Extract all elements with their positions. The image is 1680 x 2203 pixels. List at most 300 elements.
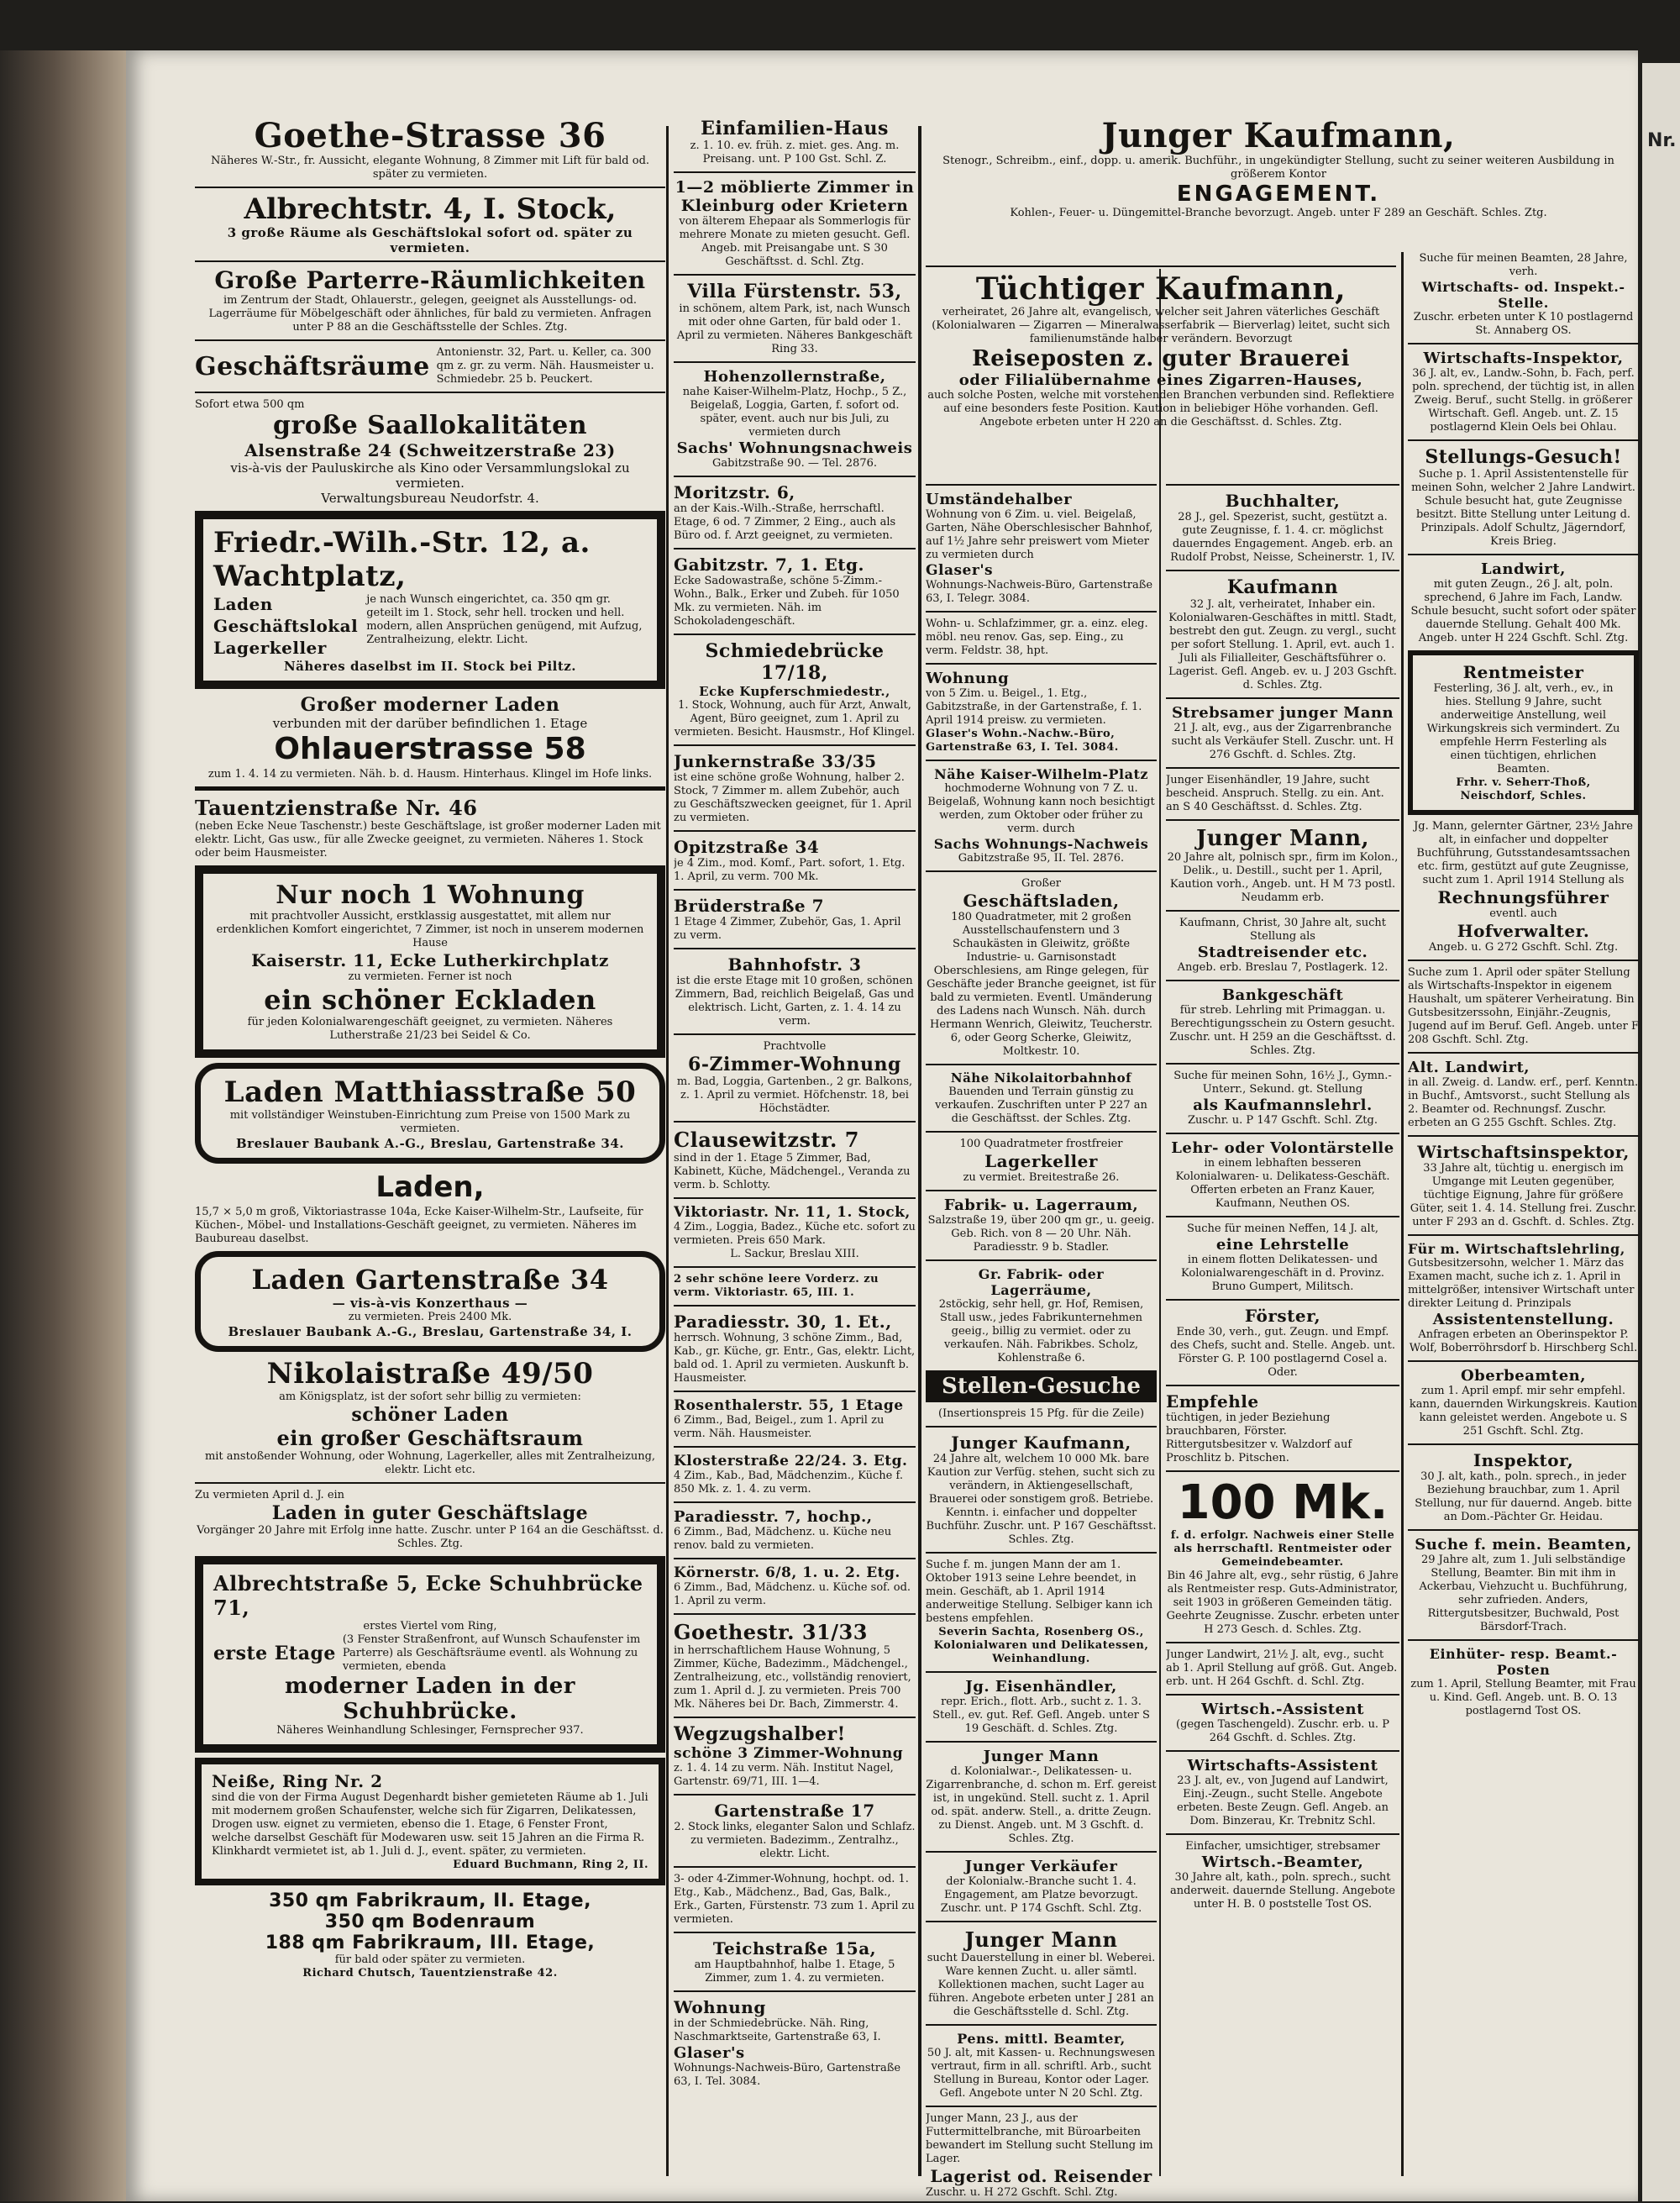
ad-text: 2stöckig, sehr hell, gr. Hof, Remisen, Stall usw., jedes Fabrikunternehmen geeig., billig zu vermiet. oder zu verkaufen. Näh. Fabrikbes. Scholz, Kohlenstraße 6. xyxy=(938,1298,1144,1364)
divider xyxy=(674,1305,916,1307)
divider xyxy=(926,870,1157,872)
book-binding xyxy=(0,50,134,2201)
divider xyxy=(674,1266,916,1268)
ad-title: Brüderstraße 7 xyxy=(674,896,825,916)
ad-schlafzimmer: Wohn- u. Schlafzimmer, gr. a. einz. eleg. möbl. neu renov. Gas, sep. Eing., zu verm. Feldstr. 38, hpt. xyxy=(926,618,1148,657)
divider xyxy=(1408,1360,1639,1362)
ad-text: Ende 30, verh., gut. Zeugn. und Empf. des Chefs, sucht and. Stelle. Angeb. unt. Förster G. P. 100 postlagernd Cosel a. Oder. xyxy=(1170,1326,1395,1379)
ad-bruederstrasse xyxy=(674,896,916,943)
ad-title: Nähe Kaiser-Wilhelm-Platz xyxy=(934,766,1148,782)
ad-title: Junger Kaufmann, xyxy=(951,1433,1131,1453)
ad-teichstrasse xyxy=(674,1938,916,1985)
ad-koernerstr xyxy=(674,1564,916,1608)
ad-junger-mann-1 xyxy=(926,1748,1157,1846)
ad-text: Antonienstr. 32, Part. u. Keller, ca. 300 qm z. gr. zu verm. Näh. Hausmeister u. Schmiedebr. 25 b. Peuckert. xyxy=(436,346,654,386)
ad-text: ist eine schöne große Wohnung, halber 2. Stock, 7 Zimmer m. allem Zubehör, auch zu Geschäftszwecken geeignet, für 1. April zu vermieten. xyxy=(674,771,912,824)
ad-signature: Näheres daselbst im II. Stock bei Piltz. xyxy=(283,659,577,674)
divider xyxy=(1166,767,1399,769)
ad-subtitle: verbunden mit der darüber befindlichen 1. Etage xyxy=(272,716,588,731)
ad-goethestr xyxy=(674,1620,916,1711)
ad-laden-matthiasstrasse xyxy=(195,1063,665,1164)
ad-agency-contact: Wohnungs-Nachweis-Büro, Gartenstraße 63, I. Tel. 3084. xyxy=(674,2062,901,2088)
ad-text: 4 Zim., Loggia, Badez., Küche etc. sofort zu vermieten. Preis 650 Mark. xyxy=(674,1221,916,1247)
ad-gartenstrasse-17 xyxy=(674,1801,916,1861)
ad-title: Rentmeister xyxy=(1462,662,1584,682)
ad-stadtreisender xyxy=(1166,917,1399,975)
ad-text: 6 Zimm., Bad, Mädchenz. u. Küche sof. od. 1. April zu verm. xyxy=(674,1581,911,1607)
divider xyxy=(674,1717,916,1718)
ad-text: 3 große Räume als Geschäftslokal sofort od. später zu vermieten. xyxy=(227,225,633,255)
divider xyxy=(1166,819,1399,821)
ad-agency-contact: Wohnungs-Nachweis-Büro, Gartenstraße 63, I. Telegr. 3084. xyxy=(926,579,1153,605)
divider xyxy=(1408,960,1639,961)
ad-signature: Zuschr. u. H 272 Gschft. Schl. Ztg. xyxy=(926,2186,1118,2199)
ad-text: in einem flotten Delikatessen- und Kolonialwarengeschäft in d. Provinz. Bruno Gumpert, Militsch. xyxy=(1181,1254,1384,1293)
divider xyxy=(674,274,916,276)
ad-laden-gartenstrasse xyxy=(195,1251,665,1352)
ad-paradiesstr-7 xyxy=(674,1508,916,1553)
divider xyxy=(674,361,916,363)
ad-text: 1. Stock, Wohnung, auch für Arzt, Anwalt, Agent, Büro geeignet, zum 1. April zu vermieten. Besicht. Hausmstr., Hof Klingel. xyxy=(674,699,916,739)
divider xyxy=(674,1866,916,1868)
ad-text: Zuschr. erbeten unter K 10 postlagernd St. Annaberg OS. xyxy=(1413,311,1634,337)
ad-text: in herrschaftlichem Hause Wohnung, 5 Zimmer, Küche, Badezimm., Mädchengel., Zentralheizung, etc., vollständig renoviert, zum 1. April d. J. zu vermieten. Preis 700 Mk. Näheres bei Dr. Bach, Zimmerstr. 4. xyxy=(674,1644,911,1711)
divider xyxy=(926,1851,1157,1853)
ad-fabrikraum xyxy=(195,1890,665,1980)
divider xyxy=(926,2106,1157,2107)
divider xyxy=(1166,570,1399,571)
ad-text: (neben Ecke Neue Taschenstr.) beste Geschäftslage, ist großer moderner Laden mit elektr. Licht, Gas usw., für alle Zwecke geeignet, zu vermieten. Näheres 1. Stock oder beim Hausmeister. xyxy=(195,820,661,860)
ad-text: zu vermieten. Preis 2400 Mk. xyxy=(348,1311,512,1323)
divider xyxy=(674,1033,916,1035)
ad-title: Friedr.-Wilh.-Str. 12, a. Wachtplatz, xyxy=(213,526,591,593)
ad-moeblierte-zimmer xyxy=(674,178,916,269)
ad-oberbeamten xyxy=(1408,1367,1639,1438)
ad-naehe-kaiser-wilhelm-platz xyxy=(926,766,1157,865)
ad-text: mit guten Zeugn., 26 J. alt, poln. sprechend, 6 Jahre im Fach, Landw. Schule besucht, sucht sofort oder später dauernde Stellung. Gehalt 400 Mk. Angeb. unter H 224 Gschft. Schl. Ztg. xyxy=(1410,578,1636,644)
ad-text: Suche f. m. jungen Mann der am 1. Oktober 1913 seine Lehre beendet, in mein. Geschäft, ab 1. April 1914 anderweitige Stellung. Selbiger kann ich bestens empfehlen. xyxy=(926,1559,1153,1625)
ad-text: für streb. Lehrling mit Primaggan. u. Berechtigungsschein zu Ostern gesucht. Zuschr. unt. H 259 an die Geschäftsst. d. Schles. Ztg. xyxy=(1169,1004,1396,1057)
ad-schmiedebruecke xyxy=(674,640,916,739)
ad-text: z. 1. 4. 14 zu verm. Näh. Institut Nagel, Gartenstr. 69/71, III. 1—4. xyxy=(674,1762,894,1788)
ad-title: Alt. Landwirt, xyxy=(1408,1059,1530,1076)
divider xyxy=(674,1613,916,1615)
ad-title: Goethe-Strasse 36 xyxy=(254,118,606,155)
ad-subtitle: Reiseposten z. guter Brauerei xyxy=(972,346,1350,371)
ad-text: 4 Zim., Kab., Bad, Mädchenzim., Küche f. 850 Mk. z. 1. 4. zu verm. xyxy=(674,1470,903,1496)
ad-title: Tauentzienstraße Nr. 46 xyxy=(195,796,478,820)
ad-subtitle-2: oder Filialübernahme eines Zigarren-Hauses, xyxy=(958,371,1363,389)
ad-inspekt-stelle xyxy=(1408,252,1639,338)
ad-agency: Sachs Wohnungs-Nachweis xyxy=(933,836,1149,852)
ad-text: 15,7 × 5,0 m groß, Viktoriastrasse 104a, Ecke Kaiser-Wilhelm-Str., Laufseite, für Küchen-, Möbel- und Installations-Geschäft geeignet, zu vermieten. Näheres im Baubureau daselbst. xyxy=(195,1206,643,1245)
ad-title: Kaufmann xyxy=(1226,576,1339,598)
ad-stellungs-gesuch xyxy=(1408,446,1639,549)
ad-title: Strebsamer junger Mann xyxy=(1171,704,1394,722)
ad-tuechtiger-kaufmann xyxy=(926,272,1396,429)
ad-viktoriastr xyxy=(674,1204,916,1261)
ad-tauentzienstrasse-46 xyxy=(195,796,665,860)
ad-text: d. Kolonialwar.-, Delikatessen- u. Zigarrenbranche, d. schon m. Erf. gereist ist, in ungekünd. Stell. sucht z. 1. April od. spät. anderw. Stell., a. dritte Zeugn. zu Dienst. Angeb. unt. M 3 Gschft. d. Schles. Ztg. xyxy=(926,1765,1157,1845)
ad-title: Buchhalter, xyxy=(1225,491,1341,511)
divider xyxy=(674,1558,916,1559)
divider xyxy=(926,1190,1157,1191)
ad-pretext: Großer moderner Laden xyxy=(300,694,560,716)
ad-title: Stellungs-Gesuch! xyxy=(1425,446,1622,468)
ad-agency-contact: Gabitzstraße 90. — Tel. 2876. xyxy=(712,457,877,470)
ad-text: Ecke Sadowastraße, schöne 5-Zimm.-Wohn., Balk., Erker und Zubeh. für 1050 Mk. zu vermieten. Näh. im Schokoladengeschäft. xyxy=(674,575,900,628)
ad-eisenhaendler-2: Junger Eisenhändler, 19 Jahre, sucht bescheid. Anspruch. Stellg. zu ein. Ant. an S 40 Geschäftsst. d. Schles. Ztg. xyxy=(1166,774,1384,813)
ad-title: Moritzstr. 6, xyxy=(674,482,795,502)
ad-title: Geschäftsladen, xyxy=(963,891,1120,911)
ad-title: Rosenthalerstr. 55, 1 Etage xyxy=(674,1397,904,1414)
ad-title: Laden, xyxy=(375,1170,485,1204)
ad-ohlauerstrasse-58 xyxy=(195,694,665,781)
ad-text: an der Kais.-Wilh.-Straße, herrschaftl. Etage, 6 od. 7 Zimmer, 2 Eing., auch als Büro od. f. Arzt geeignet, zu vermieten. xyxy=(674,502,896,542)
divider xyxy=(1166,1470,1399,1472)
ad-title: Wirtsch.-Assistent xyxy=(1201,1701,1364,1718)
ad-nikolaistrasse xyxy=(195,1357,665,1477)
ad-title: Junger Mann xyxy=(983,1748,1100,1765)
ad-item: ein großer Geschäftsraum xyxy=(276,1426,584,1450)
ad-text: Zuschr. u. P 147 Gschft. Schl. Ztg. xyxy=(1188,1114,1378,1127)
ad-text: zum 1. 4. 14 zu vermieten. Näh. b. d. Hausm. Hinterhaus. Klingel im Hofe links. xyxy=(207,768,653,781)
ad-title: Bankgeschäft xyxy=(1221,986,1344,1004)
divider xyxy=(674,1990,916,1992)
ad-text: je 4 Zim., mod. Komf., Part. sofort, 1. Etg. 1. April, zu verm. 700 Mk. xyxy=(674,857,906,883)
ad-title: Lehr- oder Volontärstelle xyxy=(1171,1139,1394,1157)
divider xyxy=(674,889,916,891)
ad-line: 350 qm Bodenraum xyxy=(324,1911,536,1932)
ad-wirtsch-assistent xyxy=(1166,1701,1399,1745)
ad-title: Gartenstraße 17 xyxy=(714,1801,875,1821)
adjacent-page-edge xyxy=(1642,63,1680,2201)
ad-text: 32 J. alt, verheiratet, Inhaber ein. Kolonialwaren-Geschäftes in mittl. Stadt, bestrebt den gut. Zeugn. zu vergl., sucht per sofort Stellung. 1. April, evt. auch 1. Juli als Filialleiter, Geschäftsführer o. Lagerist. Gefl. Angeb. ev. u. J 203 Gschft. d. Schles. Ztg. xyxy=(1168,598,1397,691)
ad-etage: erste Etage xyxy=(213,1643,336,1664)
ad-inspektor xyxy=(1408,1450,1639,1524)
ad-title: Wirtschafts-Inspektor, xyxy=(1423,350,1624,367)
ad-junger-kaufmann-2 xyxy=(926,1433,1157,1547)
ad-bankgeschaeft xyxy=(1166,986,1399,1058)
column-2 xyxy=(674,118,916,2089)
divider xyxy=(926,1426,1157,1427)
ad-signature: Kohlen-, Feuer- u. Düngemittel-Branche bevorzugt. Angeb. unter F 289 an Geschäft. Schles. Ztg. xyxy=(1010,207,1547,219)
divider xyxy=(1166,484,1399,486)
ad-text: 30 Jahre alt, kath., poln. sprech., sucht anderweit. dauernde Stellung. Angebote unter H. B. 0 poststelle Tost OS. xyxy=(1169,1871,1395,1911)
ad-title: Körnerstr. 6/8, 1. u. 2. Etg. xyxy=(674,1564,900,1581)
ad-text: zu vermiet. Breitestraße 26. xyxy=(963,1171,1120,1184)
ad-subtitle: Ecke Kupferschmiedestr., xyxy=(699,684,890,699)
ad-title: Hohenzollernstraße, xyxy=(703,368,886,386)
ad-buchhalter xyxy=(1166,491,1399,565)
ad-pretext: Einfacher, umsichtiger, strebsamer xyxy=(1185,1840,1380,1853)
ad-title: Gabitzstr. 7, 1. Etg. xyxy=(674,555,864,575)
divider xyxy=(674,476,916,477)
divider xyxy=(1408,1135,1639,1137)
divider xyxy=(674,1794,916,1796)
ad-agency-contact: Glaser's Wohn.-Nachw.-Büro, Gartenstraße 63, I. Tel. 3084. xyxy=(926,728,1119,754)
divider xyxy=(926,1741,1157,1743)
divider xyxy=(674,1501,916,1503)
divider xyxy=(674,1197,916,1199)
ad-big-text: moderner Laden in der Schuhbrücke. xyxy=(284,1674,576,1724)
ad-6-zimmer-wohnung xyxy=(674,1040,916,1116)
ad-signature: Eduard Buchmann, Ring 2, II. xyxy=(453,1859,648,1871)
ad-assistentenstellung xyxy=(1408,1311,1639,1355)
ad-title: Gr. Fabrik- oder Lagerräume, xyxy=(978,1266,1105,1298)
ad-title: Suche f. mein. Beamten, xyxy=(1415,1536,1632,1554)
ad-title: Landwirt, xyxy=(1481,560,1566,578)
ad-subtext: zu vermieten. Ferner ist noch xyxy=(348,970,512,983)
ad-title: Nur noch 1 Wohnung xyxy=(276,881,585,910)
ad-title: Pens. mittl. Beamter, xyxy=(957,2031,1126,2047)
divider xyxy=(926,1064,1157,1065)
section-header-stellen-gesuche: Stellen-Gesuche xyxy=(926,1370,1157,1402)
divider xyxy=(926,1671,1157,1673)
ad-item: Lagerkeller xyxy=(213,638,327,658)
ad-pretext: Kaufmann, Christ, 30 Jahre alt, sucht Stellung als xyxy=(1179,917,1386,943)
ad-signature: Severin Sachta, Rosenberg OS., Kolonialwaren und Delikatessen, Weinhandlung. xyxy=(933,1626,1149,1665)
ad-text: 28 J., gel. Spezerist, sucht, gestützt a. gute Zeugnisse, f. 1. 4. cr. möglichst dauerndes Engagement. Angeb. erb. an Rudolf Probst, Neisse, Scheinerstr. 1, IV. xyxy=(1170,511,1395,564)
ad-title: Viktoriastr. Nr. 11, 1. Stock, xyxy=(674,1204,911,1221)
ad-rentmeister xyxy=(1408,650,1639,815)
ad-signature: L. Sackur, Breslau XIII. xyxy=(730,1248,859,1260)
divider xyxy=(195,392,665,393)
ad-signature: Breslauer Baubank A.-G., Breslau, Gartenstraße 34, I. xyxy=(228,1324,633,1339)
ad-subtext: mit anstoßender Wohnung, oder Wohnung, Lagerkeller, alles mit Zentralheizung, elektr. Licht etc. xyxy=(204,1450,656,1476)
ad-naehe-nikolaitorbahnhof xyxy=(926,1070,1157,1126)
ad-signature: für jeden Kolonialwarengeschäft geeignet, zu vermieten. Näheres Lutherstraße 21/23 bei Seidel & Co. xyxy=(247,1016,613,1042)
ad-albrechtstr-4 xyxy=(195,193,665,255)
ad-friedr-wilh-str xyxy=(195,511,665,689)
ad-address: Kaiserstr. 11, Ecke Lutherkirchplatz xyxy=(251,950,609,970)
ad-title: Bahnhofstr. 3 xyxy=(727,954,862,975)
ad-title: 100 Mk. xyxy=(1177,1477,1389,1530)
divider xyxy=(1408,1052,1639,1054)
ad-title: 6-Zimmer-Wohnung xyxy=(688,1054,901,1075)
ad-pretext: Suche für meinen Neffen, 14 J. alt, xyxy=(1186,1222,1379,1235)
ad-suche-zum-april: Suche zum 1. April oder später Stellung als Wirtschafts-Inspektor in eigenem Haushalt, um späterer Verheiratung. Bin Gutsbesitzerssohn, Einjähr.-Zeugnis, Jugend auf im Beruf. Gefl. Angeb. unter F 208 Gschft. Schl. Ztg. xyxy=(1408,966,1639,1046)
ad-pretext: Suche für meinen Sohn, 16½ J., Gymn.-Unterr., Sekund. gt. Stellung xyxy=(1173,1070,1392,1096)
divider xyxy=(1408,1639,1639,1641)
ad-title: Nähe Nikolaitorbahnhof xyxy=(950,1070,1132,1086)
divider xyxy=(1166,697,1399,699)
ad-gabitzstr xyxy=(674,555,916,628)
ad-text: Stenogr., Schreibm., einf., dopp. u. amerik. Buchführ., in ungekündigter Stellung, sucht zu seiner weiteren Ausbildung in größerem Kontor xyxy=(942,155,1614,181)
ad-title: Förster, xyxy=(1244,1306,1321,1326)
ad-saallokalitaeten xyxy=(195,398,665,506)
ad-text: Junger Mann, 23 J., aus der Futtermittelbranche, mit Büroarbeiten bewandert im Stellung sucht Stellung im Lager. xyxy=(926,2112,1153,2165)
ad-text: Suche p. 1. April Assistentenstelle für meinen Sohn, welcher 2 Jahre Landwirt. Schule besucht hat, gute Zeugnisse besitzt. Bitte Stellung unter Leitung d. Prinzipals. Adolf Schultz, Jägerndorf, Kreis Brieg. xyxy=(1411,468,1635,548)
ad-bahnhofstr xyxy=(674,954,916,1028)
ad-text: 6 Zimm., Bad, Mädchenz. u. Küche neu renov. bald zu vermieten. xyxy=(674,1526,892,1552)
ad-text: f. d. erfolgr. Nachweis einer Stelle als herrschaftl. Rentmeister oder Gemeindebeamter. xyxy=(1170,1529,1395,1569)
ad-klosterstrasse xyxy=(674,1453,916,1496)
ad-title: Ohlauerstrasse 58 xyxy=(274,732,586,766)
ad-text: 180 Quadratmeter, mit 2 großen Ausstellschaufenstern und 3 Schaukästen in Gleiwitz, größte Industrie- u. Garnisonstadt Oberschlesiens, am Ringe gelegen, für Geschäfte jeder Branche geeignet, ist für bald zu vermieten. Eventl. Umänderung des Ladens nach Wunsch. Näh. durch Hermann Wenrich, Gleiwitz, Teucherstr. 6, oder Georg Scherke, Gleiwitz, Moltkestr. 10. xyxy=(927,911,1156,1058)
ad-agency: Glaser's xyxy=(674,2044,745,2062)
ad-text: im Zentrum der Stadt, Ohlauerstr., gelegen, geeignet als Ausstellungs- od. Lagerräume für Möbelgeschäft oder ähnliches, für bald zu vermieten. Anfragen unter P 88 an die Geschäftsstelle der Schles. Ztg. xyxy=(208,294,652,334)
ad-text: (gegen Taschengeld). Zuschr. erb. u. P 264 Gschft. d. Schles. Ztg. xyxy=(1176,1718,1389,1744)
ad-alt-landwirt xyxy=(1408,1059,1639,1130)
ad-foerster xyxy=(1166,1306,1399,1380)
ad-title: Goethestr. 31/33 xyxy=(674,1620,868,1644)
ad-junger-mann xyxy=(1166,826,1399,905)
column-3 xyxy=(926,479,1157,2200)
ad-signature: Richard Chutsch, Tauentzienstraße 42. xyxy=(302,1967,558,1980)
ad-title: Junger Mann, xyxy=(1195,826,1370,851)
ad-signature: Frhr. v. Seherr-Thoß, Neischdorf, Schles. xyxy=(1456,776,1591,802)
ad-clausewitzstr xyxy=(674,1128,916,1192)
ad-villa-fuerstenstr xyxy=(674,281,916,356)
ad-einhueter-posten xyxy=(1408,1646,1639,1718)
divider xyxy=(1166,1063,1399,1065)
ad-title: Laden in guter Geschäftslage xyxy=(271,1502,589,1524)
ad-title: Oberbeamten, xyxy=(1460,1367,1587,1385)
ad-signature: Verwaltungsbureau Neudorfstr. 4. xyxy=(321,491,539,506)
ad-rechnungsfuehrer xyxy=(1408,820,1639,954)
ad-text: verheiratet, 26 Jahre alt, evangelisch, welcher seit Jahren väterliches Geschäft (Kolonialwaren — Zigarren — Mineralwasserfabrik — Bierverlag) leitet, sucht sich familienumstände halber verändern. Bevorzugt xyxy=(932,306,1390,345)
ad-text: in der Schmiedebrücke. Näh. Ring, Naschmarktseite, Gartenstraße 63, I. xyxy=(674,2017,881,2043)
ad-title: Nikolaistraße 49/50 xyxy=(266,1357,594,1391)
ad-text-2: auch solche Posten, welche mit vorstehenden Branchen verbunden sind. Reflektiere auf eine besonders feste Position. Kaution in beliebiger Höhe vorhanden. Gefl. Angebote erbeten unter H 220 an die Geschäftsst. d. Schles. Ztg. xyxy=(927,389,1394,429)
ad-title: Neiße, Ring Nr. 2 xyxy=(212,1771,383,1791)
ad-title: Inspektor, xyxy=(1473,1450,1574,1470)
divider xyxy=(195,1482,665,1484)
divider xyxy=(1408,1529,1639,1531)
ad-title: Einfamilien-Haus xyxy=(701,118,889,139)
ad-title: Albrechtstraße 5, Ecke Schuhbrücke 71, xyxy=(213,1571,643,1620)
ad-title: Wirtsch.-Beamter, xyxy=(1201,1853,1364,1871)
ad-engagement: ENGAGEMENT. xyxy=(1176,181,1381,207)
ad-suche-beamten xyxy=(1408,1536,1639,1634)
column-rule xyxy=(918,126,921,2176)
ad-signature: Näheres Weinhandlung Schlesinger, Fernsprecher 937. xyxy=(276,1724,584,1737)
column-rule xyxy=(1401,252,1404,2176)
column-1 xyxy=(195,118,665,1980)
ad-gr-fabrik xyxy=(926,1266,1157,1365)
ad-text: 2. Stock links, eleganter Salon und Schlafz. zu vermieten. Badezimm., Zentralhz., elektr. Licht. xyxy=(674,1821,916,1860)
ad-title: eine Lehrstelle xyxy=(1215,1236,1350,1254)
ad-kaufmann xyxy=(1166,576,1399,692)
ad-vorderzimmer: 2 sehr schöne leere Vorderz. zu verm. Viktoriastr. 65, III. 1. xyxy=(674,1273,879,1299)
divider xyxy=(1408,1443,1639,1445)
ad-text: hochmoderne Wohnung von 7 Z. u. Beigelaß, Wohnung kann noch besichtigt werden, zum Oktober oder früher zu verm. durch xyxy=(927,782,1155,835)
ad-eisenhaendler xyxy=(926,1678,1157,1736)
ad-text: m. Bad, Loggia, Gartenben., 2 gr. Balkons, z. 1. April zu vermiet. Höfchenstr. 18, bei Höchstädter. xyxy=(676,1075,913,1115)
ad-title: Laden Gartenstraße 34 xyxy=(251,1264,609,1296)
ad-text: 21 J. alt, evg., aus der Zigarrenbranche sucht als Verkäufer Stell. Zuschr. unt. H 276 Gschft. d. Schles. Ztg. xyxy=(1171,722,1394,761)
ad-text: herrsch. Wohnung, 3 schöne Zimm., Bad, Kab., gr. Küche, gr. Entr., Gas, elektr. Licht, bald od. 1. April zu vermieten. Auskunft b. Hausmeister. xyxy=(674,1332,916,1385)
ad-text: sucht Dauerstellung in einer bl. Weberei. Ware kennen Zucht. u. aller sämtl. Kollektionen machen, sucht Lager au führen. Angebote erbeten unter J 281 an die Geschäftsstelle d. Schl. Ztg. xyxy=(927,1952,1156,2018)
ad-strebsamer-mann xyxy=(1166,704,1399,762)
divider xyxy=(1166,1694,1399,1696)
ad-landwirt xyxy=(1408,560,1639,645)
ad-pretext: Prachtvolle xyxy=(763,1040,827,1053)
ad-junkernstrasse xyxy=(674,751,916,825)
divider xyxy=(674,1391,916,1392)
column-5 xyxy=(1408,252,1639,1718)
ad-text: 36 J. alt, ev., Landw.-Sohn, b. Fach, perf. poln. sprechend, der tüchtig ist, in allen Zweig. Beruf., sucht Stellg. in größerer Wirtschaft. Gefl. Angeb. unt. Z. 15 postlagernd Klein Oels bei Ohlau. xyxy=(1412,367,1635,434)
ad-kaufmannslehrling xyxy=(1166,1070,1399,1128)
column-rule xyxy=(666,126,669,2176)
ad-text: 30 J. alt, kath., poln. sprech., in jeder Beziehung brauchbar, zum 1. April Stellung, nur für dauernd. Angeb. bitte an Dom.-Pächter Gr. Heidau. xyxy=(1415,1470,1632,1523)
ad-text: z. 1. 10. ev. früh. z. miet. ges. Ang. m. Preisang. unt. P 100 Gst. Schl. Z. xyxy=(690,139,900,166)
divider xyxy=(674,171,916,173)
ad-title: Clausewitzstr. 7 xyxy=(674,1128,859,1152)
ad-subtitle: — vis-à-vis Konzerthaus — xyxy=(332,1296,528,1311)
ad-text: 1 Etage 4 Zimmer, Zubehör, Gas, 1. April zu verm. xyxy=(674,916,901,942)
ad-text: von älterem Ehepaar als Sommerlogis für mehrere Monate zu mieten gesucht. Gefl. Angeb. mit Preisangabe unt. S 30 Geschäftsst. d. Schl. Ztg. xyxy=(679,215,911,268)
ad-title: Paradiesstr. 30, 1. Et., xyxy=(674,1312,892,1332)
divider xyxy=(926,1259,1157,1261)
ad-laden-viktoriastrasse xyxy=(195,1169,665,1246)
divider xyxy=(674,1446,916,1448)
divider xyxy=(926,1552,1157,1554)
ad-text: mit vollständiger Weinstuben-Einrichtung zum Preise von 1500 Mark zu vermieten. xyxy=(229,1109,631,1135)
ad-neisse-ring xyxy=(195,1758,665,1885)
ad-text: 20 Jahre alt, polnisch spr., firm im Kolon., Delik., u. Destill., sucht per 1. April, Kaution vorh., Angeb. unt. H M 73 postl. Neudamm erb. xyxy=(1167,851,1399,904)
ad-lagerkeller xyxy=(926,1138,1157,1185)
ad-agency: Sachs' Wohnungsnachweis xyxy=(676,439,913,457)
ad-title: als Kaufmannslehrl. xyxy=(1193,1096,1373,1114)
ad-text: 33 Jahre alt, tüchtig u. energisch im Umgange mit Leuten gegenüber, tüchtige Eignung, Jahre für größere Güter, seit 1. 4. 14. Stellung frei. Zuschr. unter F 293 an d. Gschft. d. Schles. Ztg. xyxy=(1410,1162,1637,1228)
divider xyxy=(1166,910,1399,912)
ad-agency-contact: Gabitzstraße 95, II. Tel. 2876. xyxy=(958,852,1125,865)
divider xyxy=(195,260,665,262)
ad-volontaerstelle xyxy=(1166,1139,1399,1211)
divider xyxy=(926,1131,1157,1133)
column-rule xyxy=(1159,269,1161,2176)
ad-text: von 5 Zim. u. Beigel., 1. Etg., Gabitzstraße, in der Gartenstraße, f. 1. April 1914 preisw. zu vermieten. xyxy=(926,687,1142,727)
ad-text: mit prachtvoller Aussicht, erstklassig ausgestattet, mit allem nur erdenklichen Komfort eingerichtet, 7 Zimmer, ist noch in unserem modernen Hause xyxy=(216,910,644,949)
ad-title: Wohnung xyxy=(674,1997,766,2017)
ad-junger-verkaeufer xyxy=(926,1858,1157,1916)
ad-wirtsch-beamter xyxy=(1166,1840,1399,1911)
ad-text: tüchtigen, in jeder Beziehung brauchbaren, Förster. xyxy=(1166,1412,1331,1438)
ad-text: 6 Zimm., Bad, Beigel., zum 1. April zu verm. Näh. Hausmeister. xyxy=(674,1414,885,1440)
ad-text: Wohnung von 6 Zim. u. viel. Beigelaß, Garten, Nähe Oberschlesischer Bahnhof, auf 1½ Jahre sehr preiswert vom Mieter zu vermieten durch xyxy=(926,508,1153,561)
ad-lagerist xyxy=(926,2112,1157,2200)
section-note: (Insertionspreis 15 Pfg. für die Zeile) xyxy=(937,1407,1145,1420)
ad-text: sind die von der Firma August Degenhardt bisher gemieteten Räume ab 1. Juli mit modernem großen Schaufenster, welche sich für Zigarren, Delikatessen, Drogen usw. eignet zu vermieten, ebenso die 1. Etage, 6 Fenster Front, welche darselbst Geschäft für Modewaren usw. seit 15 Jahren an die Firma R. Klinkhardt vermietet ist, ab 1. Juli d. J., event. später, zu vermieten. xyxy=(212,1791,648,1858)
ad-title: Wirtschafts-Assistent xyxy=(1187,1757,1378,1774)
ad-text: Salzstraße 19, über 200 qm gr., u. geeig. Geb. Rich. von 8 — 20 Uhr. Näh. Paradiesstr. 9 b. Stadler. xyxy=(927,1214,1155,1254)
ad-item: Geschäftslokal xyxy=(213,616,359,636)
ad-title: Opitzstraße 34 xyxy=(674,837,820,857)
ad-fabrik-lagerraum xyxy=(926,1196,1157,1254)
ad-suche-jungen-mann xyxy=(926,1559,1157,1666)
ad-pretext: 100 Quadratmeter frostfreier xyxy=(959,1138,1123,1150)
divider xyxy=(1166,1216,1399,1217)
ad-paradiesstr-30 xyxy=(674,1312,916,1385)
ad-wirtschafts-inspektor xyxy=(1408,350,1639,434)
ad-text: sind in der 1. Etage 5 Zimmer, Bad, Kabinett, Küche, Mädchengel., Veranda zu verm. b. Schlotty. xyxy=(674,1152,911,1191)
kaufmann-header-block xyxy=(926,118,1631,220)
ad-text: repr. Erich., flott. Arb., sucht z. 1. 3. Stell., ev. gut. Ref. Gefl. Angeb. unter S 19 Geschäft. d. Schles. Ztg. xyxy=(932,1696,1150,1735)
divider xyxy=(926,760,1157,761)
ad-item: schöner Laden xyxy=(351,1404,509,1426)
ad-title: Teichstraße 15a, xyxy=(712,1938,877,1959)
ad-moritzstr xyxy=(674,482,916,543)
ad-text: nahe Kaiser-Wilhelm-Platz, Hochp., 5 Z., Beigelaß, Loggia, Garten, f. sofort od. später, event. auch nur bis Juli, zu vermieten durch xyxy=(682,386,907,439)
divider xyxy=(926,1921,1157,1922)
ad-wohnung-schmiedebruecke xyxy=(674,1997,916,2089)
ad-laden-gute-lage xyxy=(195,1489,665,1551)
ad-title-2: Hofverwalter. xyxy=(1457,921,1590,941)
divider xyxy=(674,830,916,832)
divider xyxy=(1166,1299,1399,1301)
